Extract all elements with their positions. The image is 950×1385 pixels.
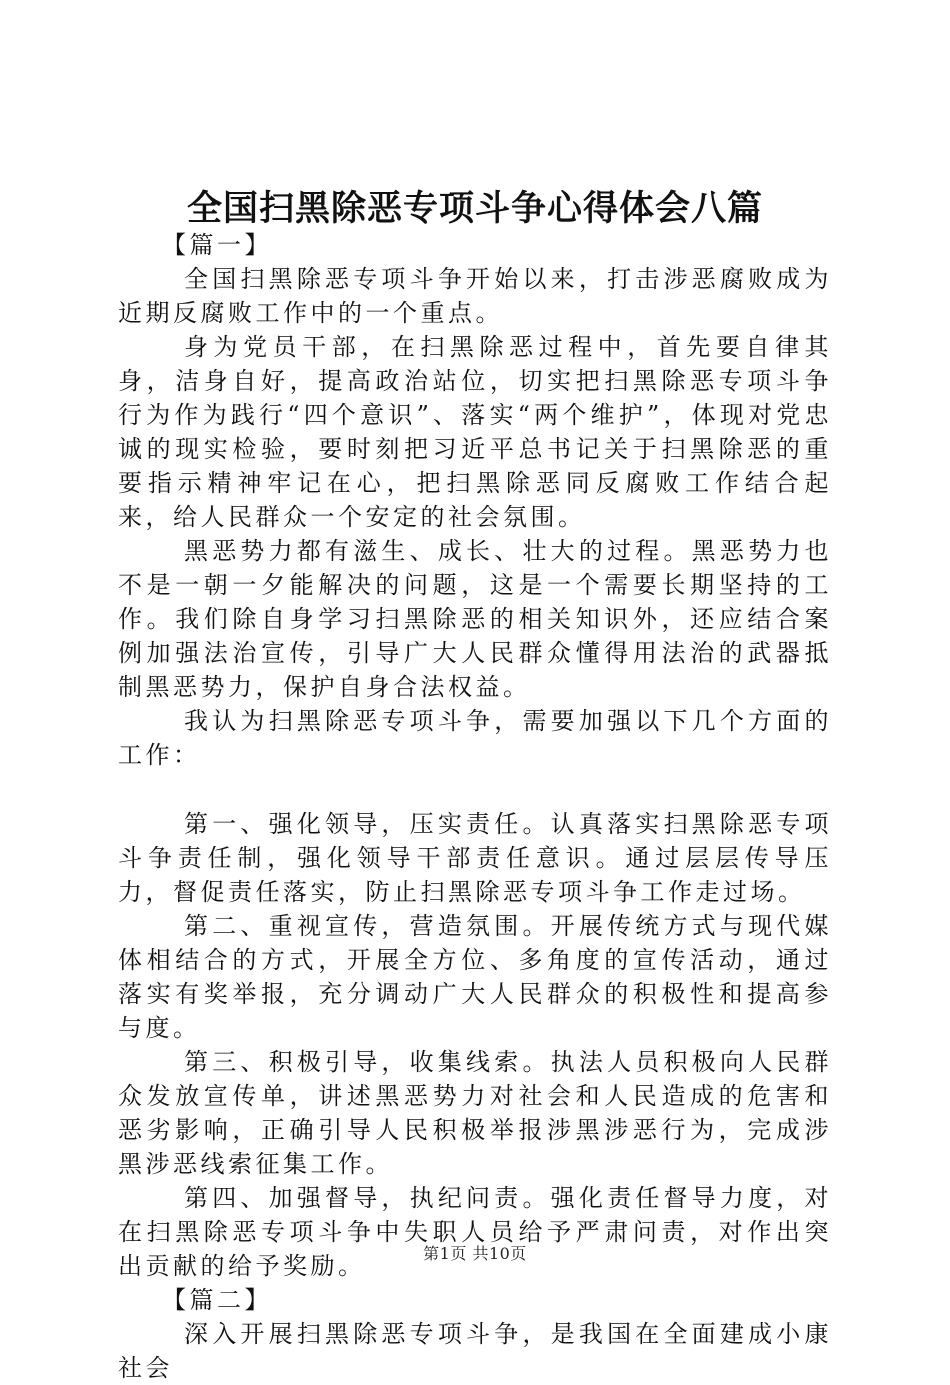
paragraph: 第三、积极引导，收集线索。执法人员积极向人民群众发放宣传单，讲述黑恶势力对社会和人民造成的危害和恶劣影响，正确引导人民积极举报涉黑涉恶行为，完成涉黑涉恶线索征集工作。	[118, 1048, 832, 1178]
paragraph: 全国扫黑除恶专项斗争开始以来，打击涉恶腐败成为近期反腐败工作中的一个重点。	[118, 265, 832, 327]
section-heading: 【篇二】	[162, 1286, 272, 1314]
section-heading: 【篇一】	[162, 231, 272, 259]
document-body	[118, 228, 832, 1385]
paragraph: 第一、强化领导，压实责任。认真落实扫黑除恶专项斗争责任制，强化领导干部责任意识。通过层层传导压力，督促责任落实，防止扫黑除恶专项斗争工作走过场。	[118, 810, 832, 906]
paragraph: 第四、加强督导，执纪问责。强化责任督导力度，对在扫黑除恶专项斗争中失职人员给予严肃问责，对作出突出贡献的给予奖励。	[118, 1184, 832, 1280]
page-footer: 第1页 共10页	[423, 1244, 527, 1263]
paragraph: 深入开展扫黑除恶专项斗争，是我国在全面建成小康社会	[118, 1320, 832, 1382]
paragraph: 第二、重视宣传，营造氛围。开展传统方式与现代媒体相结合的方式，开展全方位、多角度的宣传活动，通过落实有奖举报，充分调动广大人民群众的积极性和提高参与度。	[118, 912, 832, 1042]
paragraph: 身为党员干部，在扫黑除恶过程中，首先要自律其身，洁身自好，提高政治站位，切实把扫黑除恶专项斗争行为作为践行“四个意识”、落实“两个维护”，体现对党忠诚的现实检验，要时刻把习近平总书记关于扫黑除恶的重要指示精神牢记在心，把扫黑除恶同反腐败工作结合起来，给人民群众一个安定的社会氛围。	[118, 333, 832, 531]
paragraph: 黑恶势力都有滋生、成长、壮大的过程。黑恶势力也不是一朝一夕能解决的问题，这是一个需要长期坚持的工作。我们除自身学习扫黑除恶的相关知识外，还应结合案例加强法治宣传，引导广大人民群众懂得用法治的武器抵制黑恶势力，保护自身合法权益。	[118, 537, 832, 701]
paragraph: 我认为扫黑除恶专项斗争，需要加强以下几个方面的工作：	[118, 707, 832, 769]
document-title: 全国扫黑除恶专项斗争心得体会八篇	[186, 188, 763, 229]
